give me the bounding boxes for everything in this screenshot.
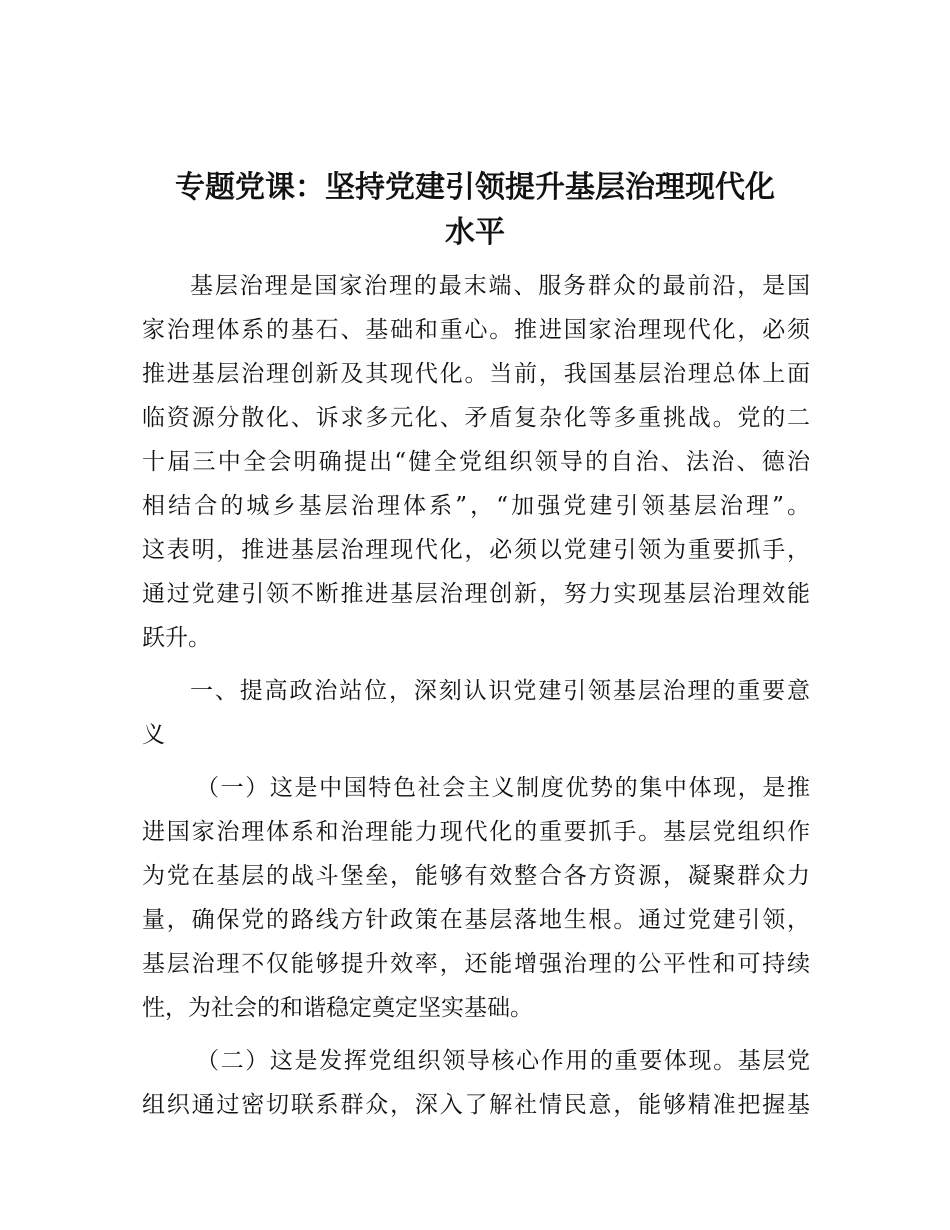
document-title-line-1: 专题党课：坚持党建引领提升基层治理现代化 [175, 170, 775, 205]
subsection-2-line: （二）这是发挥党组织领导核心作用的重要体现。基层党 [196, 1048, 810, 1074]
subsection-1-line: 性，为社会的和谐稳定奠定坚实基础。 [142, 995, 533, 1021]
intro-line: 基层治理是国家治理的最末端、服务群众的最前沿，是国 [190, 273, 810, 299]
intro-line: 临资源分散化、诉求多元化、矛盾复杂化等多重挑战。党的二 [142, 405, 810, 431]
document-title-line-2: 水平 [445, 215, 505, 250]
subsection-1-line: 量，确保党的路线方针政策在基层落地生根。通过党建引领， [142, 907, 810, 933]
subsection-1-line: 进国家治理体系和治理能力现代化的重要抓手。基层党组织作 [142, 819, 810, 845]
section-heading-line: 义 [142, 722, 165, 748]
section-heading-line: 一、提高政治站位，深刻认识党建引领基层治理的重要意 [190, 678, 810, 704]
subsection-2-line: 组织通过密切联系群众，深入了解社情民意，能够精准把握基 [142, 1092, 810, 1118]
intro-line: 家治理体系的基石、基础和重心。推进国家治理现代化，必须 [142, 317, 810, 343]
intro-line: 相结合的城乡基层治理体系”，“加强党建引领基层治理”。 [142, 493, 810, 519]
intro-line: 这表明，推进基层治理现代化，必须以党建引领为重要抓手， [142, 537, 810, 563]
subsection-1-line: （一）这是中国特色社会主义制度优势的集中体现，是推 [196, 775, 810, 801]
intro-line: 十届三中全会明确提出“健全党组织领导的自治、法治、德治 [142, 449, 810, 475]
subsection-1-line: 为党在基层的战斗堡垒，能够有效整合各方资源，凝聚群众力 [142, 863, 810, 889]
intro-line: 跃升。 [142, 625, 211, 651]
subsection-1-line: 基层治理不仅能够提升效率，还能增强治理的公平性和可持续 [142, 951, 810, 977]
intro-line: 通过党建引领不断推进基层治理创新，努力实现基层治理效能 [142, 581, 810, 607]
intro-line: 推进基层治理创新及其现代化。当前，我国基层治理总体上面 [142, 361, 810, 387]
